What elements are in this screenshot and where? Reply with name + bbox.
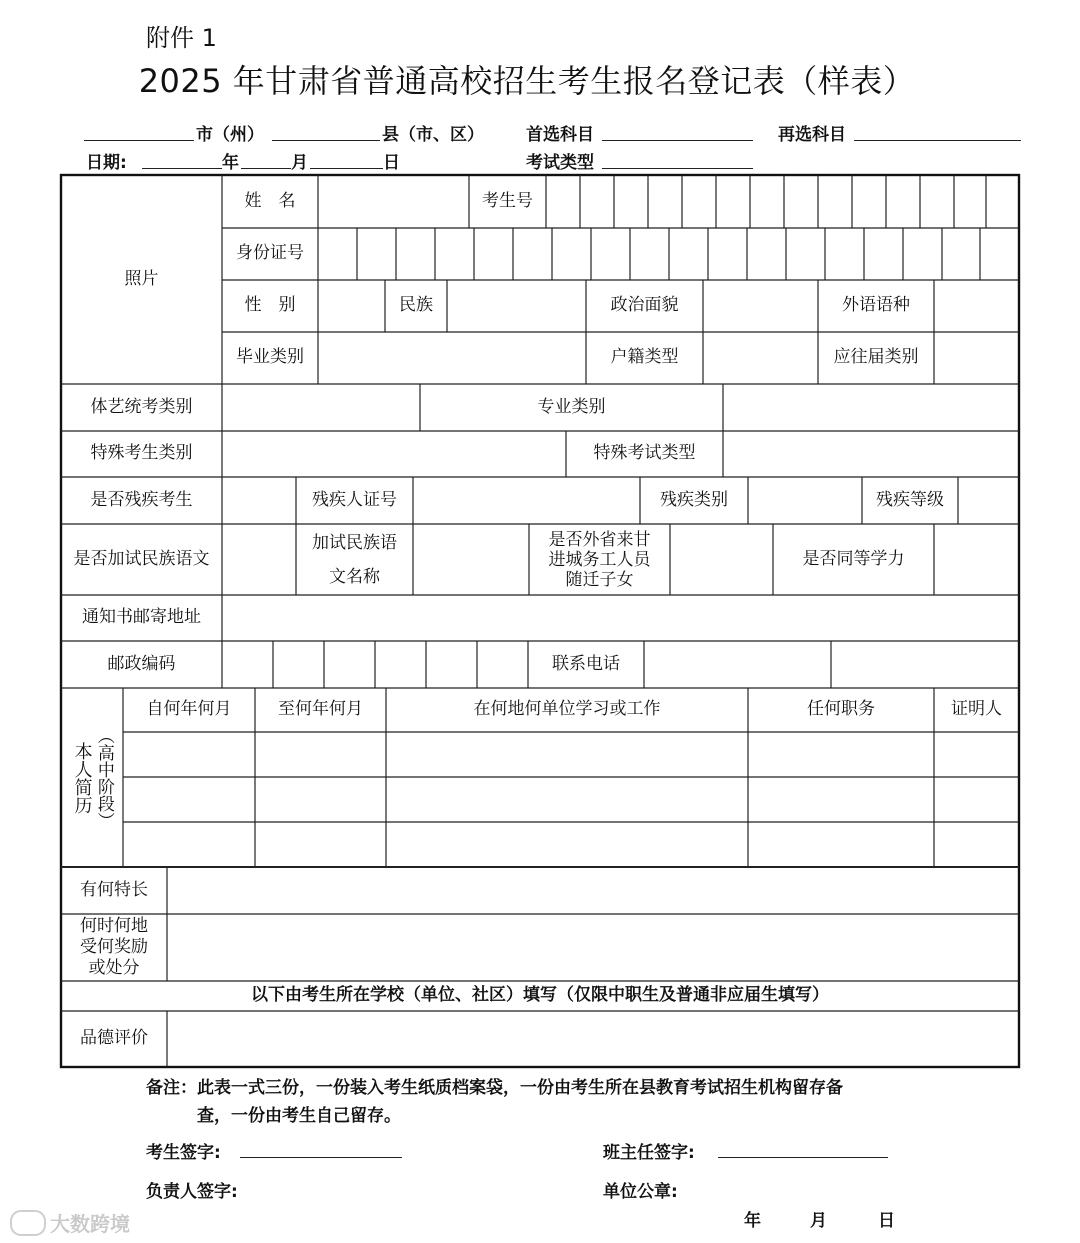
photo-label: 照片 [124,268,159,289]
date-year-label: 年 [222,153,239,173]
to-date-header: 至何年何月 [278,699,363,720]
foreign-language-label: 外语语种 [842,295,910,316]
date-label: 日期: [86,153,127,173]
photo-box[interactable] [61,175,222,384]
remarks-note: 备注：此表一式三份，一份装入考生纸质档案袋，一份由考生所在县教育考试招生机构留存备 查，一份由考生自己留存。 [146,1078,843,1126]
equivalent-education-label: 是否同等学力 [802,548,905,569]
political-status-label: 政治面貌 [610,295,679,316]
watermark-logo-icon [10,1210,46,1236]
phone-label: 联系电话 [552,653,620,674]
second-subject-label: 再选科目 [778,125,846,145]
city-label: 市（州） [196,125,264,145]
footer-year-label: 年 [744,1211,761,1231]
leader-sign-label: 负责人签字: [146,1182,238,1202]
teacher-sign-blank[interactable] [718,1157,888,1158]
first-subject-label: 首选科目 [526,125,594,145]
postcode-label: 邮政编码 [107,653,176,674]
from-date-header: 自何年何月 [146,699,232,720]
date-month-label: 月 [291,153,308,173]
special-exam-type-label: 特殊考试类型 [593,443,696,464]
hukou-type-label: 户籍类型 [610,347,679,368]
fresh-graduate-type-label: 应往届类别 [833,347,919,368]
moral-evaluation-label: 品德评价 [80,1028,148,1049]
school-fill-notice: 以下由考生所在学校（单位、社区）填写（仅限中职生及普通非应届生填写） [251,985,829,1006]
migrant-child-label: 是否外省来甘 进城务工人员 随迁子女 [548,529,651,590]
disability-cert-label: 残疾人证号 [312,489,397,510]
disability-type-label: 残疾类别 [660,489,728,510]
exam-no-label: 考生号 [482,190,533,211]
graduation-type-label: 毕业类别 [236,347,304,368]
ethnicity-label: 民族 [399,295,433,316]
unit-seal-label: 单位公章: [603,1182,678,1202]
disability-level-label: 残疾等级 [876,489,944,510]
mail-address-label: 通知书邮寄地址 [82,607,201,628]
ethnic-language-exam-label: 是否加试民族语文 [73,548,210,569]
watermark [10,1208,130,1237]
teacher-sign-label: 班主任签字: [603,1143,695,1163]
name-label: 姓 名 [244,190,296,211]
date-day-label: 日 [383,153,400,173]
form-title: 2025 年甘肃省普通高校招生考生报名登记表（样表） [138,62,916,100]
witness-header: 证明人 [951,699,1002,720]
resume-label-cell [61,688,123,867]
exam-type-label: 考试类型 [526,153,594,173]
candidate-sign-blank[interactable] [240,1157,402,1158]
position-header: 任何职务 [807,699,875,720]
county-label: 县（市、区） [382,125,484,145]
resume-sublabel: （高中阶段） [93,726,114,829]
gender-label: 性 别 [244,295,296,316]
name-field[interactable] [318,175,469,228]
watermark-text: 大数跨境 [50,1212,130,1236]
attachment-label: 附件 1 [146,24,217,52]
resume-label: 本人简历 [71,741,93,814]
ethnic-language-name-label: 加试民族语 文名称 [312,532,397,587]
awards-label: 何时何地 受何奖励 或处分 [80,916,148,978]
footer-month-label: 月 [810,1211,827,1231]
where-header: 在何地何单位学习或工作 [473,699,661,720]
special-candidate-label: 特殊考生类别 [90,443,193,464]
id-no-label: 身份证号 [236,243,304,264]
talent-label: 有何特长 [80,879,148,900]
disabled-candidate-label: 是否残疾考生 [90,489,193,510]
candidate-sign-label: 考生签字: [146,1143,221,1163]
major-type-label: 专业类别 [537,396,606,417]
art-sport-exam-label: 体艺统考类别 [90,396,193,417]
footer-day-label: 日 [878,1211,895,1231]
